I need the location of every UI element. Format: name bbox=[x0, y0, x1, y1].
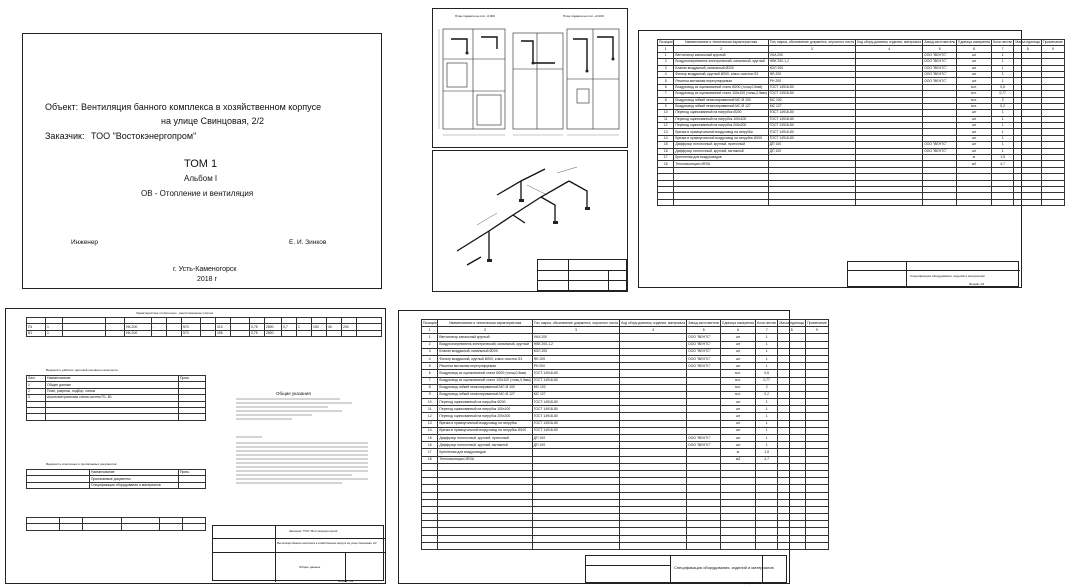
notes-title: Общие указания bbox=[276, 391, 311, 396]
col-pos: Позиция bbox=[659, 40, 673, 45]
table-row: 8 Воздуховод гибкий неизолированный МС Ø 100 МС 102 м.п. 2 bbox=[422, 384, 829, 391]
section-title: ОВ - Отопление и вентиляция bbox=[141, 189, 254, 198]
table-row: 2 Воздухонагреватель электрический, канальный, круглый НВК 200-1,2 ООО "ВЕНТС" шт 1 bbox=[658, 59, 1065, 65]
spec-rows-bottom bbox=[422, 334, 829, 550]
table-row: 4 Фильтр воздушный, круглый Ø200, класс очистки G3 ФБ 200 ООО "ВЕНТС" шт 1 bbox=[658, 71, 1065, 77]
spec-stamp-top bbox=[847, 261, 1019, 287]
systems-table: П1 1 НК-200 - 570 210 0,75 2800 0,7 1 150 40 200 В1 1 НК-200 - 570 155 0,75 2800 bbox=[26, 317, 382, 337]
col-unit: Единица измерения bbox=[958, 40, 990, 45]
table-row: 8 Воздуховод гибкий неизолированный МС Ø 100 МС 102 м.п. 2 bbox=[658, 97, 1065, 103]
year: 2018 г bbox=[197, 276, 218, 283]
plan-caption: План подвала на отм. -0,000 bbox=[455, 14, 495, 18]
table-row: 15 Диффузор потолочный, круглый, приточный ДП 100 ООО "ВЕНТС" шт 1 bbox=[658, 142, 1065, 148]
volume-title: ТОМ 1 bbox=[184, 158, 218, 170]
client-label: Заказчик: bbox=[45, 131, 85, 141]
table-row: 3 Клапан воздушный, канальный Ø200 КОЛ 200 ООО "ВЕНТС" шт 1 bbox=[658, 65, 1065, 71]
table-row-empty bbox=[422, 499, 829, 506]
table-row: 7 Воздуховод из оцинкованной стали 100x100 (толщ.0,5мм) ГОСТ 14918-80 м.п. 0,77 bbox=[658, 91, 1065, 97]
spec-table-bottom: Позиция Наименование и техническая характеристика Тип, марка, обозначение документа, опросного листа Код обору-дования, изделия, материала Завод-изготовитель Единица измерения Коли-чество Масса единицы Примечание 1 2 3 4 5 6 7 8 9 1 Вентилятор канальный круглый VKA 200 ООО "ВЕНТС" шт 1 2 Воздухонагреватель электрический, канальный, круглый НВК 200-1,2 ООО "ВЕНТС" шт 1 3 Клапан воздушный, канальный Ø200 КОЛ 200 ООО "ВЕНТС" шт 1 4 Фильтр воздушный, круглый Ø200, класс очистки G3 ФБ 200 ООО "ВЕНТС" шт 1 5 Решетка вытяжная нерегулируемая РН 200 ООО "ВЕНТС" шт 1 6 Воздуховод из оцинкованной стали Ø200 (толщ.0,5мм) ГОСТ 14918-80 м.п. 0,6 7 Воздуховод из оцинкованной стали 100x100 (толщ.0,5мм) ГОСТ 14918-80 м.п. 0,77 8 Воздуховод гибкий неизолированный МС Ø 100 МС 102 м.п. 2 9 Воздуховод гибкий неизолированный МС Ø 127 МС 127 м.п. 0,2 10 Переход оцинкованный на патрубок Ø200 ГОСТ 14918-80 шт 1 11 Переход оцинкованный на патрубок 100x100 ГОСТ 14918-80 шт 1 12 Переход оцинкованный на патрубок 200x200 ГОСТ 14918-80 шт 1 13 Врезка в прямоугольный воздуховод на патрубок ГОСТ 14918-80 шт 1 14 Врезка в прямоугольный воздуховод на патрубок Ø100 ГОСТ 14918-80 шт 1 15 Диффузор потолочный, круглый, приточный ДП 100 ООО "ВЕНТС" шт 1 16 Диффузор потолочный, круглый, вытяжной ДП 100 ООО "ВЕНТС" шт 1 17 Крепления для воздуховодов кг 1,5 18 Теплоизоляция URSA м2 4,7 bbox=[421, 319, 829, 550]
table-row-empty bbox=[422, 470, 829, 477]
table-row: 5 Решетка вытяжная нерегулируемая РН 200 ООО "ВЕНТС" шт 1 bbox=[658, 78, 1065, 84]
table-row-empty bbox=[422, 463, 829, 470]
title-sheet bbox=[22, 33, 382, 289]
table-row-empty bbox=[422, 514, 829, 521]
table-row-empty bbox=[422, 506, 829, 513]
general-sheet bbox=[5, 308, 386, 584]
engineer-label: Инженер bbox=[71, 239, 99, 246]
table-row: 16 Диффузор потолочный, круглый, вытяжной ДП 100 ООО "ВЕНТС" шт 1 bbox=[658, 148, 1065, 154]
table-row: 14 Врезка в прямоугольный воздуховод на патрубок Ø100 ГОСТ 14918-80 шт 1 bbox=[658, 135, 1065, 141]
drawing-row: План, разрезы, подбор, схемы bbox=[46, 388, 179, 394]
table-row: 7 Воздуховод из оцинкованной стали 100x100 (толщ.0,5мм) ГОСТ 14918-80 м.п. 0,77 bbox=[422, 377, 829, 384]
table-row: 11 Переход оцинкованный на патрубок 100x100 ГОСТ 14918-80 шт 1 bbox=[422, 406, 829, 413]
col-numbers-row: 1 2 3 4 5 6 7 8 9 bbox=[658, 46, 1065, 52]
col-maker: Завод-изготовитель bbox=[924, 40, 956, 45]
object-label: Объект: bbox=[45, 102, 79, 112]
spec-sheet-bottom bbox=[398, 310, 827, 585]
table-row: 11 Переход оцинкованный на патрубок 100x100 ГОСТ 14918-80 шт 1 bbox=[658, 116, 1065, 122]
spec-stamp-bottom bbox=[585, 555, 787, 583]
ref-row: Спецификация оборудования и материалов bbox=[90, 482, 179, 488]
spec-stamp-title: Спецификация оборудования, изделий и материалов bbox=[910, 274, 985, 278]
table-row: 9 Воздуховод гибкий неизолированный МС Ø 127 МС 127 м.п. 0,2 bbox=[422, 391, 829, 398]
table-row: 18 Теплоизоляция URSA м2 4,7 bbox=[658, 161, 1065, 167]
spec-rows-top bbox=[658, 52, 1065, 205]
table-row: 4 Фильтр воздушный, круглый Ø200, класс очистки G3 ФБ 200 ООО "ВЕНТС" шт 1 bbox=[422, 355, 829, 362]
table-row-empty bbox=[422, 478, 829, 485]
refs-title: Ведомость ссылочных и прилагаемых документов bbox=[46, 462, 117, 466]
table-row-empty bbox=[422, 485, 829, 492]
drawings-title: Ведомость рабочих чертежей основного комплекта bbox=[46, 368, 118, 372]
general-stamp bbox=[212, 525, 384, 581]
table-row: 6 Воздуховод из оцинкованной стали Ø200 (толщ.0,5мм) ГОСТ 14918-80 м.п. 0,6 bbox=[422, 370, 829, 377]
refs-table: Наименование Прим. Прилагаемые документы Спецификация оборудования и материалов bbox=[26, 469, 206, 489]
floor-plan-drawing bbox=[437, 19, 625, 147]
stamp-object: Вентиляция банного комплекса в хозяйственном корпусе на улице Свинцовая, 2/2 bbox=[277, 542, 377, 545]
col-name: Наименование и техническая характеристика bbox=[674, 40, 768, 46]
table-row: 13 Врезка в прямоугольный воздуховод на патрубок ГОСТ 14918-80 шт 1 bbox=[422, 420, 829, 427]
album-title: Альбом I bbox=[184, 174, 218, 183]
axonometric-sheet bbox=[432, 150, 628, 292]
table-row: 3 Клапан воздушный, канальный Ø200 КОЛ 200 ООО "ВЕНТС" шт 1 bbox=[422, 348, 829, 355]
table-row: 15 Диффузор потолочный, круглый, приточный ДП 100 ООО "ВЕНТС" шт 1 bbox=[422, 435, 829, 442]
table-row-empty bbox=[422, 492, 829, 499]
stamp-sheet-name: Общие данные bbox=[299, 565, 321, 569]
axonometric-stamp bbox=[537, 259, 627, 291]
table-row: 10 Переход оцинкованный на патрубок Ø200 ГОСТ 14918-80 шт 1 bbox=[422, 399, 829, 406]
general-format: Формат А3 bbox=[338, 579, 354, 583]
plan-sheet bbox=[432, 8, 628, 148]
table-row-empty bbox=[658, 199, 1065, 205]
table-row: 1 Вентилятор канальный круглый VKA 200 ООО "ВЕНТС" шт 1 bbox=[422, 334, 829, 341]
stamp-client: Заказчик: ТОО "Востокэнергопром" bbox=[289, 529, 339, 533]
equipment-table bbox=[26, 517, 206, 531]
city: г. Усть-Каменогорск bbox=[173, 266, 237, 273]
spec-format-top: Формат А3 bbox=[969, 282, 985, 286]
object-line1: Вентиляция банного комплекса в хозяйственном корпусе bbox=[81, 102, 322, 112]
table-row: 1 Вентилятор канальный круглый VKA 200 ООО "ВЕНТС" шт 1 bbox=[658, 52, 1065, 58]
drawing-row: Общие данные bbox=[46, 382, 179, 388]
table-row: 9 Воздуховод гибкий неизолированный МС Ø 127 МС 127 м.п. 0,2 bbox=[658, 103, 1065, 109]
table-row-empty bbox=[422, 535, 829, 542]
notes-text-block bbox=[232, 397, 372, 497]
col-mass: Масса единицы bbox=[1015, 40, 1041, 45]
table-row: 10 Переход оцинкованный на патрубок Ø200 ГОСТ 14918-80 шт 1 bbox=[658, 110, 1065, 116]
general-table-title: Характеристика отопительно - вентиляционных систем bbox=[136, 311, 214, 315]
table-row: 14 Врезка в прямоугольный воздуховод на патрубок Ø100 ГОСТ 14918-80 шт 1 bbox=[422, 427, 829, 434]
drawings-table: Лист Наименование Прим. 1 Общие данные 2 План, разрезы, подбор, схемы 3 Аксонометрическая схема систем П1, В1 bbox=[26, 375, 206, 421]
table-row: 12 Переход оцинкованный на патрубок 200x200 ГОСТ 14918-80 шт 1 bbox=[658, 123, 1065, 129]
col-code: Код обору-дования, изделия, материала bbox=[857, 40, 922, 45]
spec-stamp-title-bottom: Спецификация оборудования, изделий и материалов bbox=[674, 565, 774, 570]
table-row: 16 Диффузор потолочный, круглый, вытяжной ДП 100 ООО "ВЕНТС" шт 1 bbox=[422, 442, 829, 449]
object-line2: на улице Свинцовая, 2/2 bbox=[161, 116, 265, 126]
spec-table-top bbox=[657, 39, 1065, 206]
client-name: ТОО "Востокэнергопром" bbox=[91, 131, 197, 141]
table-row-empty bbox=[422, 528, 829, 535]
col-doc: Тип, марка, обозначение документа, опросного листа bbox=[769, 40, 855, 45]
col-note: Примечание bbox=[1043, 40, 1063, 45]
table-row: 13 Врезка в прямоугольный воздуховод на патрубок ГОСТ 14918-80 шт 1 bbox=[658, 129, 1065, 135]
table-row: 5 Решетка вытяжная нерегулируемая РН 200 ООО "ВЕНТС" шт 1 bbox=[422, 363, 829, 370]
table-row: 12 Переход оцинкованный на патрубок 200x200 ГОСТ 14918-80 шт 1 bbox=[422, 413, 829, 420]
table-row: 2 Воздухонагреватель электрический, канальный, круглый НВК 200-1,2 ООО "ВЕНТС" шт 1 bbox=[422, 341, 829, 348]
table-row: 17 Крепления для воздуховодов кг 1,5 bbox=[422, 449, 829, 456]
engineer-name: Е. И. Зинков bbox=[289, 239, 327, 246]
drawing-row: Аксонометрическая схема систем П1, В1 bbox=[46, 395, 179, 401]
spec-format-bottom: Формат А3 bbox=[745, 581, 761, 585]
spec-sheet-top bbox=[638, 30, 1063, 288]
table-row: 6 Воздуховод из оцинкованной стали Ø200 (толщ.0,5мм) ГОСТ 14918-80 м.п. 0,6 bbox=[658, 84, 1065, 90]
table-row: 17 Крепления для воздуховодов кг 1,5 bbox=[658, 155, 1065, 161]
table-row-empty bbox=[422, 521, 829, 528]
table-row: 18 Теплоизоляция URSA м2 4,7 bbox=[422, 456, 829, 463]
table-row-empty bbox=[422, 542, 829, 549]
col-qty: Коли-чество bbox=[992, 40, 1013, 45]
plan-caption-2: План подвала на отм. +0,000 bbox=[563, 14, 604, 18]
ref-row: Прилагаемые документы bbox=[90, 476, 179, 482]
